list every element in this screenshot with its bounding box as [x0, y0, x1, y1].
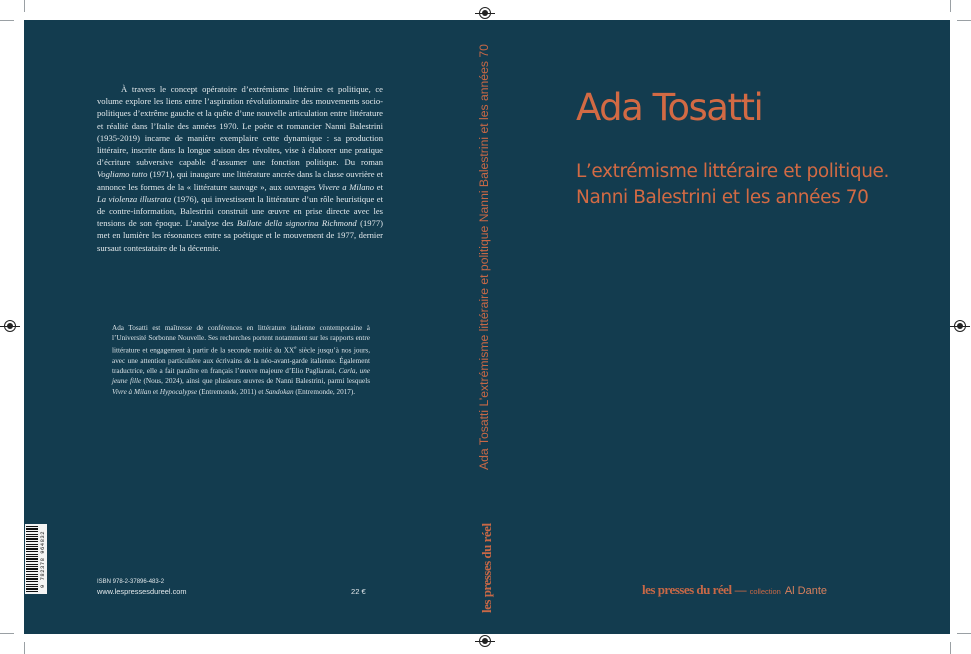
- registration-mark-icon: [4, 320, 16, 332]
- isbn-number: ISBN 978-2-37896-483-2: [97, 579, 165, 585]
- crop-mark: [950, 0, 951, 12]
- price: 22 €: [351, 587, 366, 596]
- barcode-digits: 9 782378 964832: [39, 530, 46, 588]
- crop-mark: [24, 0, 25, 12]
- collection-name: Al Dante: [784, 585, 828, 597]
- book-title: [576, 159, 936, 211]
- book-cover: [24, 20, 950, 634]
- collection-label: collection: [749, 587, 781, 596]
- book-title-line-1: L’extrémisme littéraire et politique.: [576, 161, 890, 182]
- registration-mark-icon: [479, 635, 491, 647]
- spine-title: Ada Tosatti L’extrémisme littéraire et politique Nanni Balestrini et les années 70: [477, 44, 491, 470]
- crop-mark: [24, 642, 25, 654]
- front-publisher-line: [642, 581, 827, 599]
- publisher-website: www.lespressesdureel.com: [97, 587, 187, 596]
- crop-mark: [957, 633, 971, 634]
- back-cover-description: À travers le concept opératoire d’extrémisme littéraire et politique, ce volume explore les liens entre l’aspiration révolutionnaire des mouvements socio-politiques d’extrême gauche et la quête d’une nouvelle articulation entre littérature et réalité dans l’Italie des années 1970. Le poète et romancier Nanni Balestrini (1935-2019) incarne de manière exemplaire cette dynamique : sa production littéraire, inscrite dans la longue saison des révoltes, vise à élaborer une pratique d’écriture subversive capable d’assumer une fonction politique. Du roman Vogliamo tutto (1971), qui inaugure une littérature ancrée dans la classe ouvrière et annonce les formes de la « littérature sauvage », aux ouvrages Vivere a Milano et La violenza illustrata (1976), qui investissent la littérature d’un rôle heuristique et de contre-information, Balestrini construit une œuvre en prise directe avec les tensions de son époque. L’analyse des Ballate della signorina Richmond (1977) met en lumière les résonances entre sa poétique et le mouvement de 1977, dernier sursaut contestataire de la décennie.: [97, 84, 384, 253]
- crop-mark: [950, 642, 951, 654]
- publisher-logo: les presses du réel: [642, 582, 732, 597]
- barcode-bars: [26, 526, 38, 592]
- crop-mark: [0, 20, 14, 21]
- spine-publisher-logo: les presses du réel: [479, 523, 494, 613]
- separator-dash: —: [734, 583, 747, 597]
- registration-mark-icon: [954, 320, 966, 332]
- author-bio: Ada Tosatti est maîtresse de conférences en littérature italienne contemporaine à l’Université Sorbonne Nouvelle. Ses recherches portent notamment sur les rapports entre littérature et engagement à partir de la seconde moitié du XXe siècle jusqu’à nos jours, avec une attention particulière aux écrivains de la néo-avant-garde italienne. Également traductrice, elle a fait paraître en français l’œuvre majeure d’Elio Pagliarani, Carla, une jeune fille (Nous, 2024), ainsi que plusieurs œuvres de Nanni Balestrini, parmi lesquels Vivre à Milan et Hypocalypse (Entremonde, 2011) et Sandokan (Entremonde, 2017).: [112, 324, 371, 396]
- isbn-barcode: [25, 524, 47, 594]
- crop-mark: [0, 633, 14, 634]
- registration-mark-icon: [479, 7, 491, 19]
- author-name: Ada Tosatti: [576, 86, 763, 129]
- crop-mark: [957, 20, 971, 21]
- book-title-line-2: Nanni Balestrini et les années 70: [576, 187, 869, 208]
